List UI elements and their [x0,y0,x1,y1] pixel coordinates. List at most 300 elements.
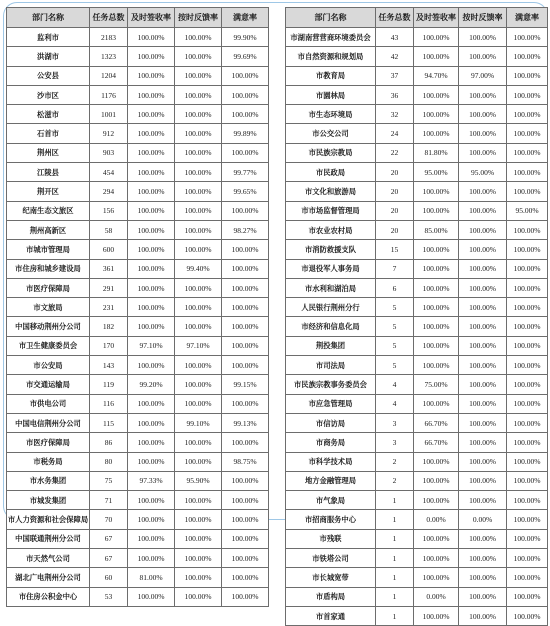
dept-name-cell: 市園林局 [286,85,376,104]
satisfaction-rate-cell: 100.00% [222,105,269,124]
left-table-panel [6,7,268,607]
table-row [7,471,269,490]
sign-rate-cell: 100.00% [128,510,175,529]
sign-rate-cell: 100.00% [414,491,459,510]
task-total-cell: 119 [90,375,128,394]
dept-name-cell: 市长城宽带 [286,568,376,587]
task-total-cell: 361 [90,259,128,278]
sign-rate-cell: 100.00% [414,85,459,104]
dept-name-cell: 市商务局 [286,433,376,452]
sign-rate-cell: 100.00% [414,452,459,471]
dept-name-cell: 市民政局 [286,163,376,182]
dept-name-cell: 市公交公司 [286,124,376,143]
table-row [7,124,269,143]
sign-rate-cell: 100.00% [414,240,459,259]
table-row [7,163,269,182]
satisfaction-rate-cell: 98.75% [222,452,269,471]
sign-rate-cell: 100.00% [128,47,175,66]
sign-rate-cell: 100.00% [128,66,175,85]
task-total-cell: 5 [376,298,414,317]
table-row [7,66,269,85]
table-row [286,105,548,124]
header-satisfaction-rate: 满意率 [507,8,548,28]
feedback-rate-cell: 100.00% [175,240,222,259]
task-total-cell: 5 [376,317,414,336]
dept-name-cell: 江陵县 [7,163,90,182]
feedback-rate-cell: 100.00% [175,375,222,394]
feedback-rate-cell: 100.00% [175,529,222,548]
table-row [286,529,548,548]
satisfaction-rate-cell: 100.00% [507,28,548,47]
sign-rate-cell: 94.70% [414,66,459,85]
dept-name-cell: 市交通运输局 [7,375,90,394]
sign-rate-cell: 100.00% [128,356,175,375]
header-task-total: 任务总数 [90,8,128,28]
satisfaction-rate-cell: 100.00% [507,375,548,394]
task-total-cell: 1204 [90,66,128,85]
sign-rate-cell: 85.00% [414,220,459,239]
left-task-table [6,7,269,607]
table-row [286,413,548,432]
dept-name-cell: 市盾构局 [286,587,376,606]
satisfaction-rate-cell: 100.00% [222,394,269,413]
satisfaction-rate-cell: 100.00% [507,220,548,239]
table-row [286,259,548,278]
task-total-cell: 1 [376,510,414,529]
table-row [286,182,548,201]
sign-rate-cell: 100.00% [128,452,175,471]
dept-name-cell: 市税务局 [7,452,90,471]
dept-name-cell: 市民族宗教局 [286,143,376,162]
table-row [7,182,269,201]
satisfaction-rate-cell: 100.00% [222,549,269,568]
feedback-rate-cell: 0.00% [459,510,507,529]
task-total-cell: 2183 [90,28,128,47]
sign-rate-cell: 100.00% [128,220,175,239]
table-row [7,568,269,587]
task-total-cell: 115 [90,413,128,432]
feedback-rate-cell: 100.00% [459,549,507,568]
task-total-cell: 20 [376,220,414,239]
table-row [7,549,269,568]
satisfaction-rate-cell: 95.00% [507,201,548,220]
dept-name-cell: 市招商服务中心 [286,510,376,529]
dept-name-cell: 市住房公积金中心 [7,587,90,606]
task-total-cell: 1323 [90,47,128,66]
header-feedback-rate: 按时反馈率 [175,8,222,28]
table-row [286,452,548,471]
feedback-rate-cell: 95.90% [175,471,222,490]
table-row [286,510,548,529]
feedback-rate-cell: 100.00% [175,549,222,568]
dept-name-cell: 市科学技术局 [286,452,376,471]
feedback-rate-cell: 99.40% [175,259,222,278]
table-row [286,568,548,587]
dept-name-cell: 市城市管理局 [7,240,90,259]
task-total-cell: 3 [376,413,414,432]
dept-name-cell: 中国移动荆州分公司 [7,317,90,336]
satisfaction-rate-cell: 98.27% [222,220,269,239]
task-total-cell: 291 [90,278,128,297]
feedback-rate-cell: 100.00% [459,28,507,47]
task-total-cell: 170 [90,336,128,355]
dept-name-cell: 市自然资源和规划局 [286,47,376,66]
feedback-rate-cell: 97.00% [459,66,507,85]
satisfaction-rate-cell: 100.00% [507,529,548,548]
dept-name-cell: 松滋市 [7,105,90,124]
satisfaction-rate-cell: 100.00% [507,452,548,471]
task-total-cell: 1001 [90,105,128,124]
table-row [7,413,269,432]
table-row [286,278,548,297]
feedback-rate-cell: 100.00% [175,510,222,529]
task-total-cell: 1 [376,529,414,548]
feedback-rate-cell: 100.00% [175,298,222,317]
table-row [286,28,548,47]
sign-rate-cell: 81.80% [414,143,459,162]
table-row [7,259,269,278]
dept-name-cell: 市农业农村局 [286,220,376,239]
feedback-rate-cell: 100.00% [459,491,507,510]
satisfaction-rate-cell: 100.00% [507,259,548,278]
feedback-rate-cell: 100.00% [459,375,507,394]
sign-rate-cell: 100.00% [414,606,459,625]
table-row [7,356,269,375]
table-row [7,298,269,317]
task-total-cell: 454 [90,163,128,182]
dept-name-cell: 市人力资源和社会保障局 [7,510,90,529]
task-total-cell: 1 [376,587,414,606]
satisfaction-rate-cell: 100.00% [507,394,548,413]
task-total-cell: 53 [90,587,128,606]
satisfaction-rate-cell: 99.69% [222,47,269,66]
sign-rate-cell: 100.00% [414,182,459,201]
feedback-rate-cell: 100.00% [459,471,507,490]
table-row [7,336,269,355]
sign-rate-cell: 100.00% [414,298,459,317]
task-total-cell: 43 [376,28,414,47]
task-total-cell: 70 [90,510,128,529]
satisfaction-rate-cell: 100.00% [507,240,548,259]
feedback-rate-cell: 100.00% [175,317,222,336]
feedback-rate-cell: 100.00% [459,587,507,606]
dept-name-cell: 市首家通 [286,606,376,625]
feedback-rate-cell: 100.00% [175,278,222,297]
feedback-rate-cell: 100.00% [459,105,507,124]
task-total-cell: 5 [376,336,414,355]
satisfaction-rate-cell: 100.00% [222,568,269,587]
sign-rate-cell: 100.00% [414,201,459,220]
satisfaction-rate-cell: 99.90% [222,28,269,47]
sign-rate-cell: 100.00% [414,356,459,375]
satisfaction-rate-cell: 100.00% [507,433,548,452]
satisfaction-rate-cell: 100.00% [507,298,548,317]
dept-name-cell: 荆开区 [7,182,90,201]
satisfaction-rate-cell: 99.15% [222,375,269,394]
task-total-cell: 182 [90,317,128,336]
satisfaction-rate-cell: 100.00% [507,606,548,625]
feedback-rate-cell: 100.00% [459,394,507,413]
table-row [286,143,548,162]
satisfaction-rate-cell: 100.00% [507,413,548,432]
table-row [7,201,269,220]
feedback-rate-cell: 100.00% [459,47,507,66]
dept-name-cell: 中国联通荆州分公司 [7,529,90,548]
sign-rate-cell: 100.00% [128,278,175,297]
task-total-cell: 80 [90,452,128,471]
sign-rate-cell: 100.00% [128,201,175,220]
table-row [286,47,548,66]
satisfaction-rate-cell: 100.00% [507,491,548,510]
sign-rate-cell: 100.00% [414,278,459,297]
feedback-rate-cell: 95.00% [459,163,507,182]
sign-rate-cell: 100.00% [128,298,175,317]
dept-name-cell: 人民银行荆州分行 [286,298,376,317]
table-row [7,394,269,413]
satisfaction-rate-cell: 100.00% [222,510,269,529]
task-total-cell: 116 [90,394,128,413]
task-total-cell: 67 [90,529,128,548]
feedback-rate-cell: 100.00% [459,278,507,297]
satisfaction-rate-cell: 100.00% [507,182,548,201]
table-row [286,163,548,182]
dept-name-cell: 沙市区 [7,85,90,104]
task-total-cell: 143 [90,356,128,375]
feedback-rate-cell: 100.00% [459,298,507,317]
task-total-cell: 231 [90,298,128,317]
feedback-rate-cell: 100.00% [175,163,222,182]
header-dept-name: 部门名称 [7,8,90,28]
feedback-rate-cell: 100.00% [459,317,507,336]
task-total-cell: 32 [376,105,414,124]
dept-name-cell: 市民族宗教事务委员会 [286,375,376,394]
feedback-rate-cell: 100.00% [459,124,507,143]
sign-rate-cell: 0.00% [414,587,459,606]
header-sign-rate: 及时签收率 [128,8,175,28]
task-total-cell: 156 [90,201,128,220]
dept-name-cell: 市生态环境局 [286,105,376,124]
sign-rate-cell: 100.00% [128,124,175,143]
dept-name-cell: 纪南生态文旅区 [7,201,90,220]
sign-rate-cell: 100.00% [128,587,175,606]
table-row [7,529,269,548]
table-row [7,433,269,452]
feedback-rate-cell: 100.00% [175,587,222,606]
dept-name-cell: 市司法局 [286,356,376,375]
task-total-cell: 71 [90,491,128,510]
satisfaction-rate-cell: 100.00% [222,143,269,162]
dept-name-cell: 市供电公司 [7,394,90,413]
dept-name-cell: 市经济和信息化局 [286,317,376,336]
satisfaction-rate-cell: 100.00% [507,85,548,104]
task-total-cell: 20 [376,182,414,201]
dept-name-cell: 市铁塔公司 [286,549,376,568]
dept-name-cell: 市水务集团 [7,471,90,490]
table-row [286,220,548,239]
feedback-rate-cell: 100.00% [459,433,507,452]
sign-rate-cell: 100.00% [128,394,175,413]
satisfaction-rate-cell: 100.00% [222,317,269,336]
header-dept-name: 部门名称 [286,8,376,28]
satisfaction-rate-cell: 100.00% [222,240,269,259]
feedback-rate-cell: 100.00% [459,529,507,548]
header-satisfaction-rate: 满意率 [222,8,269,28]
task-total-cell: 6 [376,278,414,297]
dept-name-cell: 荆投集团 [286,336,376,355]
table-row [286,549,548,568]
table-row [286,491,548,510]
dept-name-cell: 地方金融管理局 [286,471,376,490]
table-row [7,510,269,529]
sign-rate-cell: 100.00% [414,471,459,490]
sign-rate-cell: 100.00% [128,85,175,104]
dept-name-cell: 市信访局 [286,413,376,432]
table-row [286,375,548,394]
satisfaction-rate-cell: 100.00% [507,66,548,85]
satisfaction-rate-cell: 100.00% [507,47,548,66]
table-row [7,28,269,47]
table-row [7,375,269,394]
satisfaction-rate-cell: 100.00% [222,201,269,220]
table-row [286,394,548,413]
satisfaction-rate-cell: 100.00% [507,587,548,606]
satisfaction-rate-cell: 100.00% [222,529,269,548]
task-total-cell: 1176 [90,85,128,104]
dept-name-cell: 市城发集团 [7,491,90,510]
task-total-cell: 37 [376,66,414,85]
feedback-rate-cell: 100.00% [459,606,507,625]
table-row [286,85,548,104]
feedback-rate-cell: 100.00% [459,201,507,220]
dept-name-cell: 中国电信荆州分公司 [7,413,90,432]
sign-rate-cell: 100.00% [128,105,175,124]
task-total-cell: 1 [376,606,414,625]
sign-rate-cell: 100.00% [414,105,459,124]
sign-rate-cell: 66.70% [414,433,459,452]
satisfaction-rate-cell: 100.00% [507,143,548,162]
task-total-cell: 4 [376,375,414,394]
dept-name-cell: 公安县 [7,66,90,85]
dept-name-cell: 市应急管理局 [286,394,376,413]
dept-name-cell: 市湖南营营商环境委员会 [286,28,376,47]
sign-rate-cell: 100.00% [414,549,459,568]
table-row [286,336,548,355]
dept-name-cell: 市市场监督管理局 [286,201,376,220]
satisfaction-rate-cell: 100.00% [222,491,269,510]
dept-name-cell: 市残联 [286,529,376,548]
feedback-rate-cell: 100.00% [459,143,507,162]
table-row [7,317,269,336]
feedback-rate-cell: 97.10% [175,336,222,355]
dept-name-cell: 荆州高新区 [7,220,90,239]
right-table-header-row [286,8,548,28]
sign-rate-cell: 81.00% [128,568,175,587]
dept-name-cell: 荆州区 [7,143,90,162]
sign-rate-cell: 100.00% [414,317,459,336]
table-row [286,201,548,220]
table-row [7,220,269,239]
satisfaction-rate-cell: 100.00% [507,510,548,529]
satisfaction-rate-cell: 100.00% [507,105,548,124]
sign-rate-cell: 100.00% [128,529,175,548]
dept-name-cell: 洪湖市 [7,47,90,66]
sign-rate-cell: 100.00% [128,28,175,47]
table-row [7,587,269,606]
sign-rate-cell: 100.00% [128,433,175,452]
task-total-cell: 20 [376,163,414,182]
satisfaction-rate-cell: 100.00% [507,568,548,587]
task-total-cell: 1 [376,568,414,587]
table-row [7,105,269,124]
task-total-cell: 86 [90,433,128,452]
task-total-cell: 1 [376,549,414,568]
sign-rate-cell: 100.00% [414,568,459,587]
table-row [286,606,548,625]
table-row [286,298,548,317]
sign-rate-cell: 97.10% [128,336,175,355]
dept-name-cell: 市文化和旅游局 [286,182,376,201]
sign-rate-cell: 99.20% [128,375,175,394]
sign-rate-cell: 100.00% [414,259,459,278]
feedback-rate-cell: 100.00% [175,220,222,239]
feedback-rate-cell: 100.00% [459,568,507,587]
satisfaction-rate-cell: 100.00% [222,66,269,85]
sign-rate-cell: 100.00% [128,143,175,162]
table-row [286,124,548,143]
feedback-rate-cell: 100.00% [459,452,507,471]
table-row [7,240,269,259]
task-total-cell: 600 [90,240,128,259]
table-row [286,66,548,85]
sign-rate-cell: 100.00% [128,549,175,568]
satisfaction-rate-cell: 100.00% [222,278,269,297]
table-row [286,471,548,490]
sign-rate-cell: 0.00% [414,510,459,529]
table-row [7,85,269,104]
satisfaction-rate-cell: 100.00% [507,336,548,355]
feedback-rate-cell: 100.00% [175,394,222,413]
dept-name-cell: 石首市 [7,124,90,143]
sign-rate-cell: 100.00% [128,413,175,432]
feedback-rate-cell: 100.00% [175,433,222,452]
header-task-total: 任务总数 [376,8,414,28]
feedback-rate-cell: 100.00% [175,182,222,201]
task-total-cell: 20 [376,201,414,220]
dept-name-cell: 市气象局 [286,491,376,510]
task-total-cell: 22 [376,143,414,162]
table-row [286,356,548,375]
dept-name-cell: 市文旅局 [7,298,90,317]
task-total-cell: 903 [90,143,128,162]
task-total-cell: 3 [376,433,414,452]
satisfaction-rate-cell: 100.00% [507,356,548,375]
feedback-rate-cell: 100.00% [175,85,222,104]
satisfaction-rate-cell: 100.00% [222,85,269,104]
dept-name-cell: 市公安局 [7,356,90,375]
dept-name-cell: 市天然气公司 [7,549,90,568]
task-total-cell: 4 [376,394,414,413]
feedback-rate-cell: 100.00% [175,491,222,510]
sign-rate-cell: 100.00% [414,394,459,413]
feedback-rate-cell: 100.00% [175,452,222,471]
feedback-rate-cell: 100.00% [175,28,222,47]
feedback-rate-cell: 100.00% [175,568,222,587]
right-table-panel [285,7,547,626]
table-row [7,452,269,471]
table-row [7,491,269,510]
satisfaction-rate-cell: 100.00% [507,163,548,182]
feedback-rate-cell: 100.00% [459,240,507,259]
